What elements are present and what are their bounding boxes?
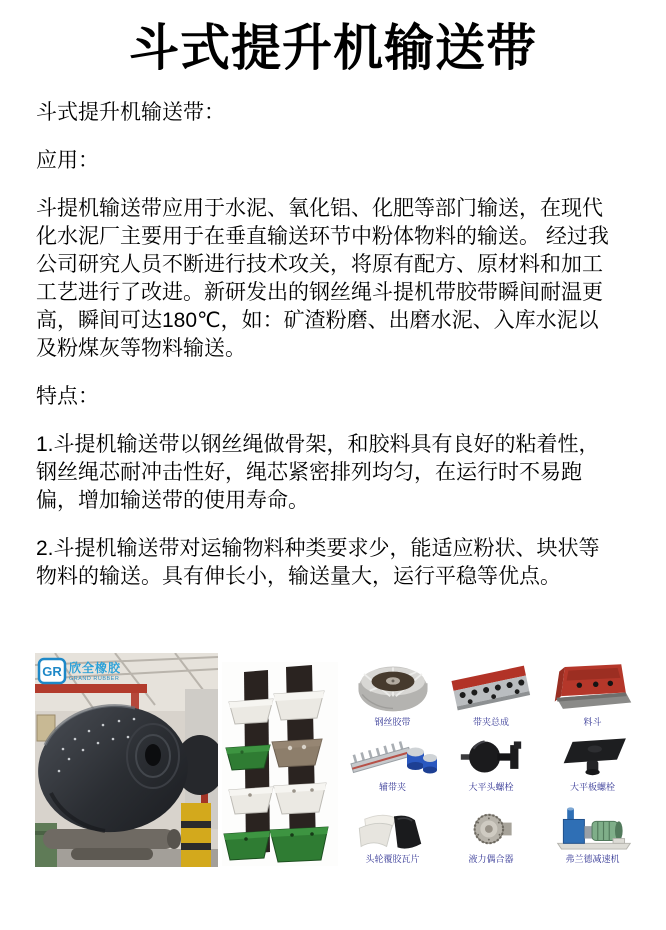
logo-abbr: GR: [42, 664, 62, 679]
hopper-image: [552, 659, 634, 715]
parts-grid-row-1: [344, 656, 644, 728]
gallery-item-label: 头轮覆胶瓦片: [365, 854, 420, 864]
logo-name-en: GRAND RUBBER: [69, 676, 120, 682]
flender-reducer-image: [550, 806, 636, 852]
gallery-item-flender-reducer: [541, 813, 644, 865]
aux-belt-clamp-image: [345, 736, 440, 780]
gallery-item-fluid-coupling: [441, 813, 541, 865]
rubber-tile-image: [352, 810, 434, 852]
gallery-item-rubber-tile: [344, 813, 441, 865]
belt-clamp-assembly-image: [446, 659, 536, 715]
gallery-item-aux-belt-clamp: [344, 740, 441, 793]
body-text: [36, 99, 614, 611]
flat-head-bolt-image: [459, 734, 523, 780]
gallery-item-hopper: [541, 656, 644, 728]
gallery-item-label: 液力偶合器: [468, 854, 514, 864]
gallery-item-label: 大平板螺栓: [569, 782, 615, 792]
parts-grid-row-2: [344, 740, 644, 793]
gallery-item-steel-wire-belt: [344, 656, 441, 728]
bucket-display-photo: [222, 662, 338, 866]
paragraph-heading: 斗式提升机输送带：: [36, 101, 225, 124]
gallery-item-label: 料斗: [583, 717, 602, 727]
bucket-board-art: [222, 662, 338, 866]
gallery-item-label: 钢丝胶带: [374, 717, 411, 727]
parts-grid: [344, 656, 644, 868]
gallery-item-flat-head-bolt: [441, 740, 541, 793]
gallery-item-label: 带夹总成: [472, 717, 509, 727]
gallery-item-flat-plate-bolt: [541, 740, 644, 793]
paragraph-feature-1: 1.斗提机输送带以钢丝绳做骨架，和胶料具有良好的粘着性，钢丝绳芯耐冲击性好，绳芯紧密排列均匀，在运行时不易跑偏，增加输送带的使用寿命。: [36, 433, 600, 512]
factory-photo-art: [35, 653, 218, 867]
gallery-item-belt-clamp-assembly: [441, 656, 541, 728]
brand-logo: [39, 659, 121, 683]
paragraph-feature-2: 2.斗提机输送带对运输物料种类要求少，能适应粉状、块状等物料的输送。具有伸长小，输送量大，运行平稳等优点。: [36, 537, 600, 588]
paragraph-application-heading: 应用：: [36, 149, 99, 172]
steel-wire-belt-image: [351, 659, 435, 715]
paragraph-features-heading: 特点：: [36, 385, 99, 408]
paragraph-application: 斗提机输送带应用于水泥、氧化铝、化肥等部门输送，在现代化水泥厂主要用于在垂直输送环节中粉体物料的输送。 经过我公司研究人员不断进行技术攻关，将原有配方、原材料和加工工艺进行了改进。新研发出的钢丝绳斗提机带胶带瞬间耐温更高，瞬间可达180℃，如：矿渣粉磨、出磨水泥、入库水泥以及粉煤灰等物料输送。: [36, 197, 609, 360]
gallery-item-label: 辅带夹: [378, 782, 406, 792]
logo-name-cn: 欣全橡胶: [69, 661, 122, 675]
gallery-item-label: 弗兰德减速机: [565, 854, 620, 864]
fluid-coupling-image: [459, 806, 523, 852]
gallery-item-label: 大平头螺栓: [468, 782, 514, 792]
parts-grid-row-3: [344, 813, 644, 865]
page-title: 斗式提升机输送带: [129, 20, 537, 76]
product-gallery: [35, 653, 650, 878]
belt-roll-factory-photo: [35, 653, 218, 867]
flat-plate-bolt-image: [553, 734, 633, 780]
